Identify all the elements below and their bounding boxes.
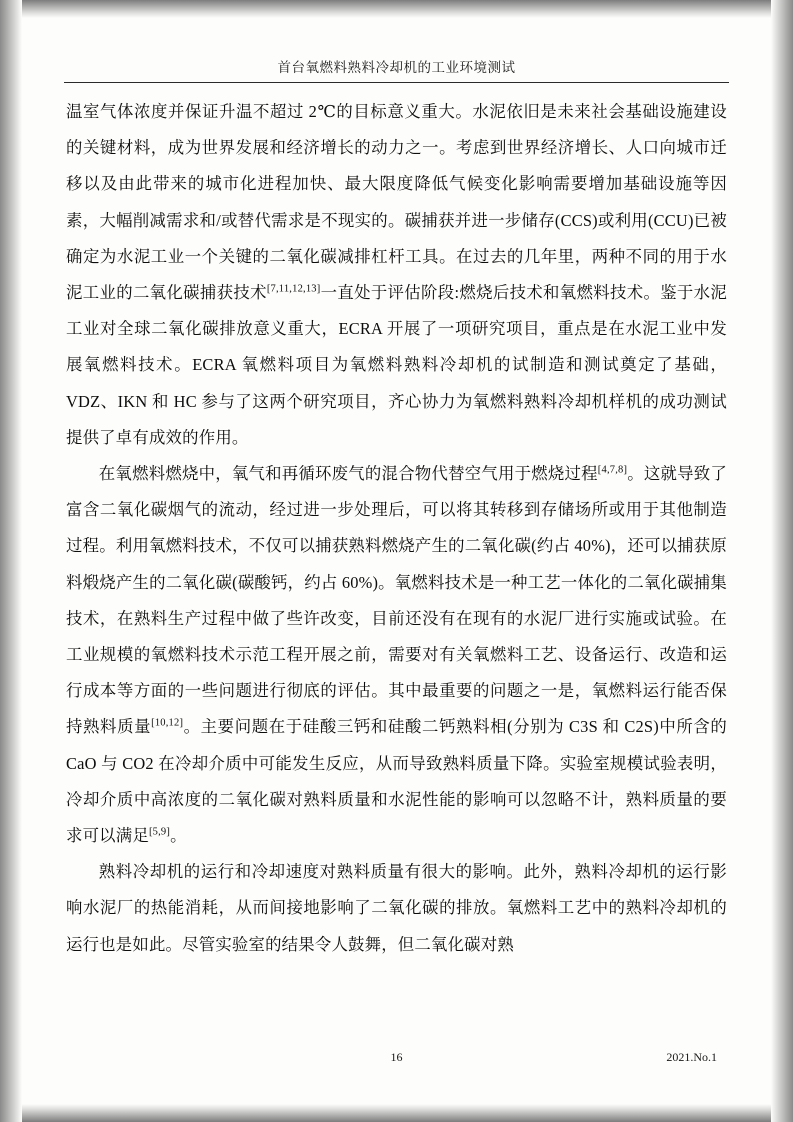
paragraph-1: 温室气体浓度并保证升温不超过 2℃的目标意义重大。水泥依旧是未来社会基础设施建设的关键材料，成为世界发展和经济增长的动力之一。考虑到世界经济增长、人口向城市迁移以及由此带来的城市化进程加快、最大限度降低气候变化影响需要增加基础设施等因素，大幅削减需求和/或替代需求是不现实的。碳捕获并进一步储存(CCS)或利用(CCU)已被确定为水泥工业一个关键的二氧化碳减排杠杆工具。在过去的几年里，两种不同的用于水泥工业的二氧化碳捕获技术[7,11,12,13]一直处于评估阶段:燃烧后技术和氧燃料技术。鉴于水泥工业对全球二氧化碳排放意义重大，ECRA 开展了一项研究项目，重点是在水泥工业中发展氧燃料技术。ECRA 氧燃料项目为氧燃料熟料冷却机的试制造和测试奠定了基础，VDZ、IKN 和 HC 参与了这两个研究项目，齐心协力为氧燃料熟料冷却机样机的成功测试提供了卓有成效的作用。: [66, 102, 727, 447]
scan-edge-bottom: [0, 1104, 793, 1122]
body-text: [66, 94, 727, 1034]
scan-edge-right: [771, 0, 793, 1122]
citation-marker: [4,7,8]: [597, 464, 628, 476]
citation-marker: [5,9]: [148, 826, 171, 838]
paragraph-2: 在氧燃料燃烧中，氧气和再循环废气的混合物代替空气用于燃烧过程[4,7,8]。这就导致了富含二氧化碳烟气的流动，经过进一步处理后，可以将其转移到存储场所或用于其他制造过程。利用氧燃料技术，不仅可以捕获熟料燃烧产生的二氧化碳(约占 40%)，还可以捕获原料煅烧产生的二氧化碳(碳酸钙，约占 60%)。氧燃料技术是一种工艺一体化的二氧化碳捕集技术，在熟料生产过程中做了些许改变，目前还没有在现有的水泥厂进行实施或试验。在工业规模的氧燃料技术示范工程开展之前，需要对有关氧燃料工艺、设备运行、改造和运行成本等方面的一些问题进行彻底的评估。其中最重要的问题之一是，氧燃料运行能否保持熟料质量[10,12]。主要问题在于硅酸三钙和硅酸二钙熟料相(分别为 C3S 和 C2S)中所含的 CaO 与 CO2 在冷却介质中可能发生反应，从而导致熟料质量下降。实验室规模试验表明，冷却介质中高浓度的二氧化碳对熟料质量和水泥性能的影响可以忽略不计，熟料质量的要求可以满足[5,9]。: [66, 464, 728, 846]
page-sheet: [22, 18, 771, 1104]
scan-edge-left: [0, 0, 22, 1122]
citation-marker: [10,12]: [151, 717, 184, 729]
scan-edge-top: [0, 0, 793, 18]
paragraph-3: 熟料冷却机的运行和冷却速度对熟料质量有很大的影响。此外，熟料冷却机的运行影响水泥厂的热能消耗，从而间接地影响了二氧化碳的排放。氧燃料工艺中的熟料冷却机的运行也是如此。尽管实验室的结果令人鼓舞，但二氧化碳对熟: [66, 862, 727, 954]
header-divider: [64, 82, 729, 83]
citation-marker: [7,11,12,13]: [266, 283, 321, 295]
page-footer: [66, 1050, 727, 1068]
issue-label: 2021.No.1: [666, 1050, 717, 1064]
page-number: 16: [390, 1050, 403, 1064]
page-header: 首台氧燃料熟料冷却机的工业环境测试: [277, 60, 516, 75]
